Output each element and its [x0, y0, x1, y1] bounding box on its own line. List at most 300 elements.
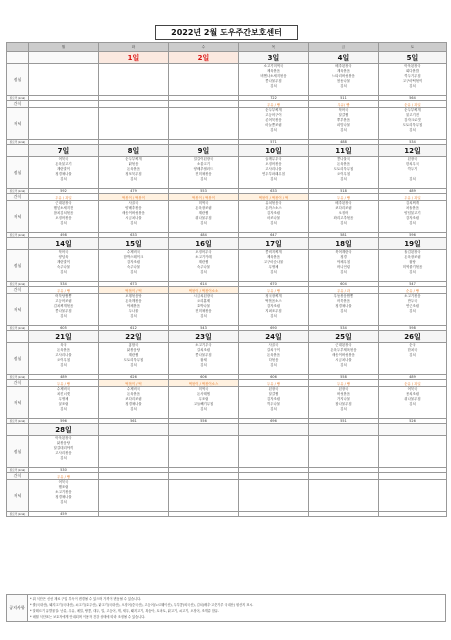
snack-cell: 떡볶이 / 떡볶이 [169, 194, 239, 201]
date-row-label [7, 145, 29, 157]
menu-item: 뿌부볶음 [336, 118, 351, 122]
menu-item: 김치 [340, 270, 347, 274]
menu-item: 계란찜 [128, 353, 139, 357]
calorie-cell [379, 512, 447, 517]
menu-item: 만두국 [407, 299, 418, 303]
menu-item: 양념육 [58, 255, 69, 259]
menu-item: 돈사태찜 [196, 392, 211, 396]
row-label-text: 점심 [13, 448, 22, 454]
menu-item: 근대된장국 [55, 201, 72, 205]
menu-item: 북어계란국 [335, 250, 352, 254]
calorie-cell: 626 [99, 375, 169, 380]
menu-item: 콩나물무침 [265, 79, 282, 83]
menu-item: 오징어 [338, 211, 349, 215]
row-label-text: 저녁 [13, 492, 22, 498]
menu-item: 꽁치조림 [405, 392, 420, 396]
menu-item: 고등어조림 [55, 299, 72, 303]
menu-item: 북어국 [338, 108, 349, 112]
date-cell: 1일 [99, 52, 169, 64]
snack-cell: 우유 / 과 [309, 287, 379, 294]
dinner-cell [379, 387, 447, 419]
row-label-text: 칼로리 (kcal) [9, 375, 26, 379]
date-cell: 8일 [99, 145, 169, 157]
menu-item: 마늘쫑조림 [265, 123, 282, 127]
date-cell: 16일 [169, 238, 239, 250]
snack-cell: 떡볶이 / 떡볶이 / 떡 [239, 194, 309, 201]
date-cell [239, 424, 309, 436]
dinner-cell [169, 387, 239, 419]
menu-item: 청포묵무침 [125, 172, 142, 176]
menu-item: 깍두나물 [266, 402, 281, 406]
calorie-cell: 596 [29, 419, 99, 424]
date-cell: 17일 [239, 238, 309, 250]
menu-item: 새송이버섯볶음 [122, 211, 145, 215]
dinner-cell [309, 294, 379, 326]
snack-cell: 우유 / 빵 [29, 473, 99, 480]
row-label-text: 칼로리 (kcal) [9, 189, 26, 193]
calorie-cell: 526 [379, 419, 447, 424]
day-header: 목 [239, 43, 309, 52]
menu-item: 차돌볶음 [405, 206, 420, 210]
menu-item: 김치 [60, 500, 67, 504]
menu-item: 콩나물국 [336, 157, 351, 161]
row-label-text: 칼로리 (kcal) [9, 233, 26, 237]
menu-item: 어니언링 [336, 265, 351, 269]
menu-item: 어묵볶음 [336, 299, 351, 303]
menu-item: 잡탕 [409, 260, 416, 264]
menu-item: 계란찜 [198, 260, 209, 264]
header-corner [7, 43, 29, 52]
date-cell: 14일 [29, 238, 99, 250]
menu-item: 감자조림 [405, 216, 420, 220]
menu-item: 참치김치볶음 [53, 211, 74, 215]
dinner-cell [29, 480, 99, 512]
menu-item: 닭볶음 [128, 162, 139, 166]
menu-item: 계란찜 [198, 211, 209, 215]
menu-item: 김치 [60, 221, 67, 225]
menu-item: 육국 [60, 343, 67, 347]
snack-cell [309, 473, 379, 480]
menu-item: 시금치나물 [125, 216, 142, 220]
menu-item: 청경 [340, 255, 347, 259]
menu-item: 오뎅볶음탕 [125, 294, 142, 298]
calorie-cell: 598 [379, 326, 447, 331]
row-label-text: 저녁 [13, 399, 22, 405]
menu-item: 참나물무침 [335, 402, 352, 406]
row-label-text: 칼로리 (kcal) [9, 96, 26, 100]
menu-item: 새송이버섯볶음 [332, 353, 355, 357]
snack-cell: 떡볶이 / 떡볶이 [99, 194, 169, 201]
menu-item: 아욱된장국 [404, 64, 421, 68]
row-label [7, 287, 29, 294]
lunch-cell [29, 157, 99, 189]
menu-item: 돈까스소스 [265, 206, 282, 210]
date-row-label [7, 238, 29, 250]
lunch-cell [379, 343, 447, 375]
row-label [7, 250, 29, 282]
row-label-text: 칼로리 (kcal) [9, 140, 26, 144]
dinner-cell [239, 387, 309, 419]
dinner-cell [309, 201, 379, 233]
menu-item: 얼갈이된장국 [193, 157, 214, 161]
day-header: 토 [379, 43, 447, 52]
dinner-cell [239, 294, 309, 326]
notice-line: * 쌀(국내산), 돼지고기(국내산), 쇠고기(호주산), 닭고기(국내산), 오징어(중국산), 고등어(노르웨이산), 두부콩(외국산), 김치(배추·고춧가루 국내산) 원산지 표시. [30, 603, 254, 607]
calorie-cell: 551 [309, 419, 379, 424]
lunch-cell [29, 343, 99, 375]
menu-item: 김치 [270, 314, 277, 318]
menu-item: 청경채나물 [335, 304, 352, 308]
menu-item: 수제비국 [56, 387, 71, 391]
menu-item: 김치 [409, 128, 416, 132]
notice-label: 공지사항 [7, 595, 28, 622]
row-label [7, 380, 29, 387]
lunch-cell [309, 250, 379, 282]
menu-item: 달걀데리야끼 [53, 446, 74, 450]
menu-item: 소고기볶음 [55, 490, 72, 494]
menu-item: 진미채볶음 [195, 309, 212, 313]
menu-item: 불고기전 [405, 113, 420, 117]
menu-item: 호박나물 [196, 304, 211, 308]
menu-item: 배추된장국 [335, 201, 352, 205]
menu-item: 김치 [130, 177, 137, 181]
lunch-cell [309, 157, 379, 189]
dinner-cell [29, 201, 99, 233]
lunch-cell [239, 250, 309, 282]
lunch-cell [99, 436, 169, 468]
menu-item: 배추된장국 [335, 64, 352, 68]
menu-item: 도토리묵무침 [402, 123, 423, 127]
menu-item: 숙주나물 [196, 265, 211, 269]
calorie-cell [169, 512, 239, 517]
date-cell [379, 424, 447, 436]
calorie-cell: 558 [309, 375, 379, 380]
menu-item: 청경채나물 [125, 402, 142, 406]
calorie-cell: 489 [29, 375, 99, 380]
day-header: 월 [29, 43, 99, 52]
calorie-cell: 670 [239, 282, 309, 287]
menu-item: 진미채볶음 [195, 172, 212, 176]
date-cell: 12일 [379, 145, 447, 157]
menu-item: 들깨무우국 [265, 157, 282, 161]
menu-item: 숙주나물 [126, 265, 141, 269]
menu-item: 김치 [270, 270, 277, 274]
day-header: 화 [99, 43, 169, 52]
menu-item: 달걀찜 [338, 113, 349, 117]
row-label-text: 간식 [13, 380, 22, 385]
calorie-cell: 581 [309, 233, 379, 238]
menu-item: 김자조림 [266, 211, 281, 215]
snack-cell: 순유 / 과일 [379, 380, 447, 387]
menu-item: 김치 [340, 407, 347, 411]
dinner-cell [379, 201, 447, 233]
row-label-text: 점심 [13, 169, 22, 175]
menu-item: 오징어볶음 [265, 162, 282, 166]
menu-item: 김치찌개볶음 [53, 304, 74, 308]
dinner-cell [309, 480, 379, 512]
menu-item: 두나물 [128, 309, 139, 313]
snack-cell: 두유 / 빵 [309, 194, 379, 201]
date-row-label [7, 331, 29, 343]
row-label-text: 점심 [13, 76, 22, 82]
row-label-text: 간식 [13, 473, 22, 478]
lunch-cell [99, 343, 169, 375]
menu-item: 김치 [270, 177, 277, 181]
lunch-cell [99, 250, 169, 282]
menu-item: 콘어묵볶음 [265, 118, 282, 122]
menu-item: 김치 [130, 221, 137, 225]
menu-item: 김치 [200, 221, 207, 225]
row-label-text: 칼로리 (kcal) [9, 326, 26, 330]
date-cell: 19일 [379, 238, 447, 250]
menu-item: 햄넣소세지전 [53, 206, 74, 210]
calorie-cell: 484 [169, 233, 239, 238]
menu-item: 김치 [200, 177, 207, 181]
calorie-cell: 614 [169, 282, 239, 287]
menu-item: 오이무침 [56, 358, 71, 362]
menu-item: 잡채 [200, 358, 207, 362]
menu-item: 봄동나물 [336, 79, 351, 83]
snack-cell [239, 473, 309, 480]
menu-item: 근대된장국 [335, 343, 352, 347]
calorie-cell: 690 [239, 326, 309, 331]
menu-item: 무조림 [198, 397, 209, 401]
menu-item: 수제비국 [126, 387, 141, 391]
menu-item: 치킨너겟 [56, 392, 71, 396]
lunch-cell [29, 64, 99, 96]
dinner-cell [99, 201, 169, 233]
calorie-cell: 534 [29, 282, 99, 287]
calorie-cell: 534 [379, 140, 447, 145]
menu-item: 김치 [409, 402, 416, 406]
menu-item: 순국 [409, 343, 416, 347]
lunch-cell [309, 64, 379, 96]
menu-item: 다볶음 [268, 358, 279, 362]
row-label-text: 저녁 [13, 306, 22, 312]
menu-item: 달걀찜 [268, 392, 279, 396]
date-cell: 23일 [169, 331, 239, 343]
snack-cell: 두유 / 빵 [309, 380, 379, 387]
lunch-cell [99, 64, 169, 96]
lunch-cell [239, 64, 309, 96]
calorie-cell: 489 [379, 189, 447, 194]
menu-item: 닭볶음탕 [126, 348, 141, 352]
menu-item: 갈치구이 [266, 348, 281, 352]
menu-item: 오징어무국 [195, 250, 212, 254]
dinner-cell [29, 294, 99, 326]
menu-item: 김치 [130, 407, 137, 411]
menu-item: 피망나물 [336, 123, 351, 127]
snack-cell: 우유 / 빵 [29, 287, 99, 294]
row-label [7, 201, 29, 233]
menu-item: 김자조림 [266, 397, 281, 401]
calorie-cell: 489 [379, 375, 447, 380]
date-cell: 3일 [239, 52, 309, 64]
date-cell: 25일 [309, 331, 379, 343]
date-cell: 10일 [239, 145, 309, 157]
dinner-cell [169, 480, 239, 512]
menu-item: 어묵탕짬뽕 [55, 294, 72, 298]
menu-item: 오리훈제 [196, 299, 211, 303]
menu-item: 김치 [340, 84, 347, 88]
menu-item: 김치 [409, 177, 416, 181]
row-label-text: 저녁 [13, 213, 22, 219]
date-cell: 22일 [99, 331, 169, 343]
menu-item: 꽈리고추볶음 [333, 216, 354, 220]
snack-cell: 두유 / 빵 [29, 380, 99, 387]
menu-item: 미역줄기볶음 [402, 265, 423, 269]
calorie-cell: 553 [169, 189, 239, 194]
lunch-cell [29, 436, 99, 468]
menu-item: 고등어구이 [265, 113, 282, 117]
calorie-cell: 561 [99, 419, 169, 424]
menu-item: 도토리묵무침 [123, 358, 144, 362]
calorie-cell: 612 [99, 326, 169, 331]
dinner-cell [169, 201, 239, 233]
snack-cell: 두유 / 빵 [239, 380, 309, 387]
calorie-cell: 547 [379, 282, 447, 287]
snack-cell: 떡볶이 / 떡 [99, 287, 169, 294]
date-cell [309, 424, 379, 436]
menu-item: 한치국 [407, 348, 418, 352]
date-row-label [7, 52, 29, 64]
menu-item: 된장국 [338, 387, 349, 391]
date-cell: 24일 [239, 331, 309, 343]
menu-item: 고들빼기무침 [193, 402, 214, 406]
menu-item: 소고기카레 [195, 255, 212, 259]
dinner-cell [309, 108, 379, 140]
calorie-cell: 673 [99, 282, 169, 287]
date-cell [169, 424, 239, 436]
notice-line: * 매월 식단표는 보호자에게 안내되며 이용자 건강 상태에 따라 조정될 수 있습니다. [30, 615, 146, 619]
dinner-cell [239, 201, 309, 233]
lunch-cell [309, 436, 379, 468]
menu-item: 김치 [340, 177, 347, 181]
menu-item: 버섯볶음 [336, 392, 351, 396]
menu-item: 감자조림 [126, 260, 141, 264]
menu-item: 김치 [270, 363, 277, 367]
dinner-cell [99, 108, 169, 140]
dinner-cell [29, 108, 99, 140]
calorie-cell [99, 512, 169, 517]
snack-cell: 떡볶이 / 떡볶이소스 [169, 380, 239, 387]
menu-item: 순두부찌개 [404, 108, 421, 112]
menu-item: 순두부찌개 [125, 157, 142, 161]
lunch-cell [239, 436, 309, 468]
row-label-text: 칼로리 (kcal) [9, 282, 26, 286]
lunch-cell [169, 250, 239, 282]
menu-item: 김치 [270, 221, 277, 225]
dinner-cell [239, 108, 309, 140]
date-cell [29, 52, 99, 64]
lunch-cell [309, 343, 379, 375]
row-label-text: 칼로리 (kcal) [9, 512, 26, 516]
menu-item: 양배추볶음 [125, 206, 142, 210]
lunch-cell [169, 64, 239, 96]
weekly-menu-table [6, 42, 447, 517]
row-label-text: 점심 [13, 355, 22, 361]
snack-cell: 두유 / 빵 [239, 287, 309, 294]
calorie-cell [239, 512, 309, 517]
menu-item: 돈육장조림 [195, 206, 212, 210]
menu-item: 아욱된장국 [55, 436, 72, 440]
menu-item: 돈육불고기 [55, 162, 72, 166]
row-label [7, 108, 29, 140]
dinner-cell [309, 387, 379, 419]
menu-item: 김치 [200, 270, 207, 274]
menu-item: 김치 [409, 353, 416, 357]
notice-line: * 위 식단은 신선 재료 구입 부득이 변경될 수 있으며 가격이 변동될 수 있습니다. [30, 597, 142, 601]
menu-item: 어묵국 [58, 480, 69, 484]
menu-item: 돈육볶음 [266, 353, 281, 357]
menu-item: 닭볶음탕 [56, 441, 71, 445]
snack-cell [169, 101, 239, 108]
calorie-cell: 530 [29, 468, 99, 473]
lunch-cell [379, 157, 447, 189]
row-label-text: 간식 [13, 287, 22, 292]
row-label-text: 간식 [13, 194, 22, 199]
menu-item: 제육볶음 [266, 255, 281, 259]
notice-table [6, 594, 446, 622]
lunch-cell [99, 157, 169, 189]
menu-item: 김치 [200, 363, 207, 367]
calorie-cell: 556 [169, 419, 239, 424]
menu-item: 무생채 [268, 265, 279, 269]
snack-cell: 떡볶이 / 떡볶이소소 [169, 287, 239, 294]
snack-cell [169, 473, 239, 480]
menu-item: 제육볶음 [266, 69, 281, 73]
calorie-cell: 596 [379, 233, 447, 238]
calorie-cell: 479 [99, 189, 169, 194]
date-cell: 11일 [309, 145, 379, 157]
menu-item: 돈육볶음 [126, 392, 141, 396]
snack-cell: 순유 / 과일 [379, 101, 447, 108]
menu-item: 사골국 [268, 343, 279, 347]
menu-item: 김치 [60, 456, 67, 460]
dinner-cell [169, 294, 239, 326]
lunch-cell [239, 343, 309, 375]
calorie-cell: 488 [309, 140, 379, 145]
menu-item: 계란말이 [56, 167, 71, 171]
menu-item: 돈육장조림 [404, 255, 421, 259]
menu-item: 사골국 [128, 201, 139, 205]
menu-item: 깍두기 [407, 167, 418, 171]
menu-item: 시금치나물 [335, 358, 352, 362]
row-label [7, 436, 29, 468]
menu-item: 계육볶음 [336, 69, 351, 73]
menu-item: 홍합국 [128, 343, 139, 347]
menu-item: 김치 [409, 84, 416, 88]
calorie-cell: 459 [29, 512, 99, 517]
snack-cell [379, 473, 447, 480]
menu-item: 오징어볶음 [55, 216, 72, 220]
menu-item: 야채볶음 [126, 304, 141, 308]
dinner-cell [379, 108, 447, 140]
menu-item: 김치 [340, 128, 347, 132]
notice-line: * 알레르기 유발물질: 난류, 우유, 메밀, 땅콩, 대두, 밀, 고등어, 게, 새우, 돼지고기, 복숭아, 토마토, 닭고기, 쇠고기, 오징어, 조개류 함유. [30, 609, 220, 613]
menu-item: 순두부찌개 [265, 108, 282, 112]
row-label [7, 473, 29, 480]
lunch-cell [169, 343, 239, 375]
calorie-cell: 592 [29, 189, 99, 194]
menu-item: 김치 [60, 363, 67, 367]
menu-item: 양념불고기 [404, 211, 421, 215]
menu-item: 김치 [200, 407, 207, 411]
row-label [7, 343, 29, 375]
menu-item: 고사리볶음 [55, 451, 72, 455]
menu-item: 소고기볶음 [404, 294, 421, 298]
menu-item: 회다볶밥 [405, 69, 420, 73]
